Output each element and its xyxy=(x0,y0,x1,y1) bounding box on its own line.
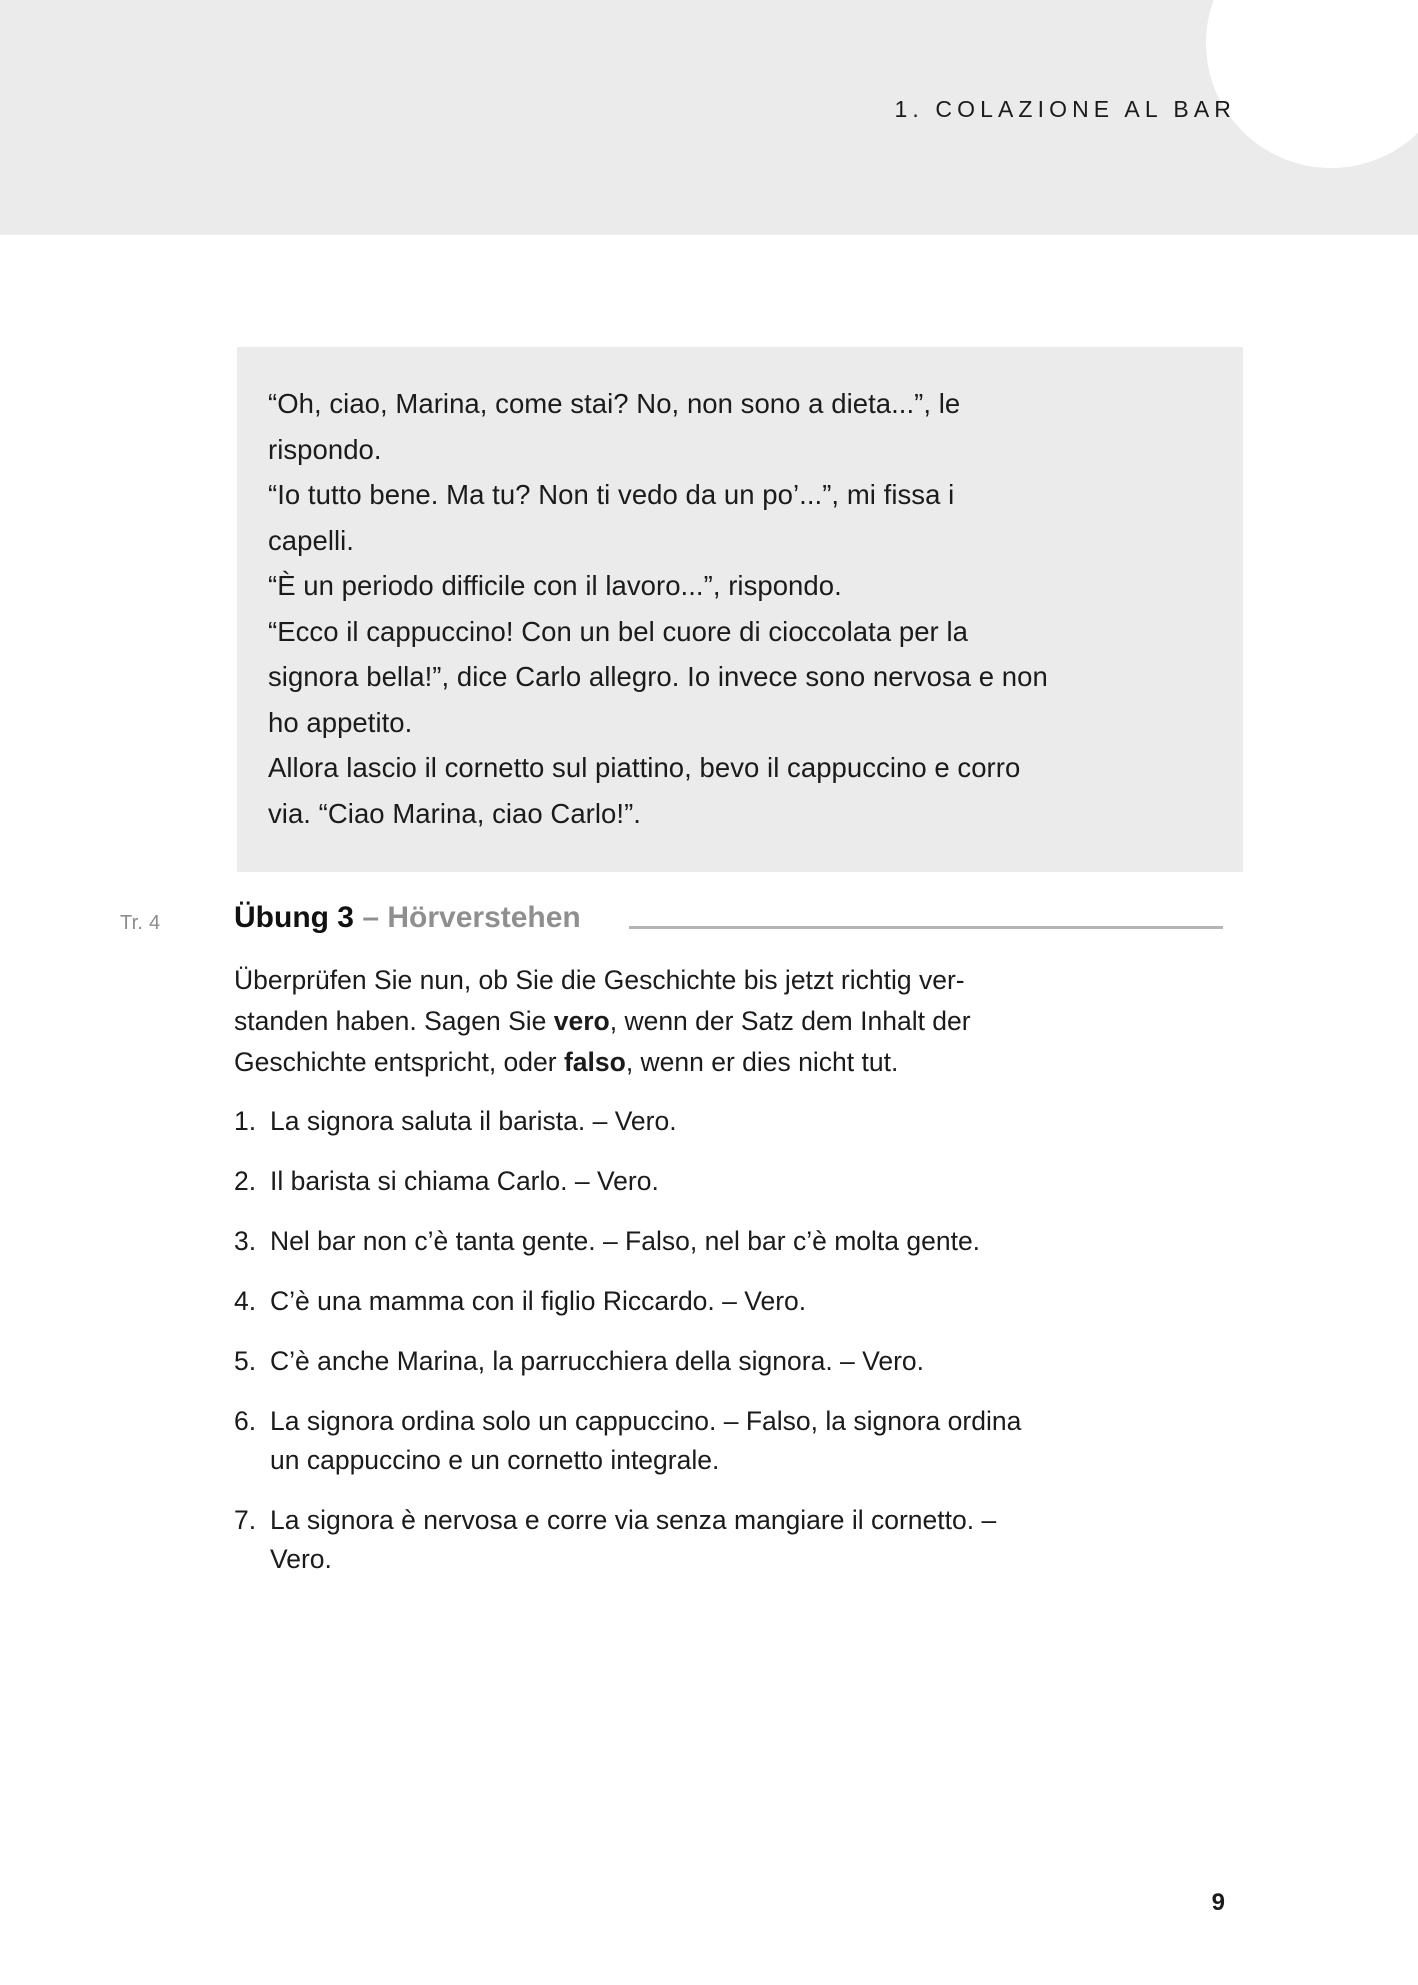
list-item-text: Nel bar non c’è tanta gente. – Falso, nel bar c’è molta gente. xyxy=(270,1226,981,1256)
list-item xyxy=(234,1501,1024,1579)
story-line: “Io tutto bene. Ma tu? Non ti vedo da un po’...”, mi fissa i xyxy=(268,479,955,510)
list-item-text: La signora ordina solo un cappuccino. – Falso, la signora ordina un cappuccino e un cornetto integrale. xyxy=(270,1406,1022,1475)
exercise-title xyxy=(234,901,581,935)
list-item-number: 1. xyxy=(234,1106,257,1136)
list-item-number: 6. xyxy=(234,1406,257,1436)
list-item xyxy=(234,1222,1024,1261)
list-item xyxy=(234,1102,1024,1141)
list-item-text: Il barista si chiama Carlo. – Vero. xyxy=(270,1166,659,1196)
exercise-number-label: Übung 3 xyxy=(234,901,354,934)
story-line: Allora lascio il cornetto sul piattino, bevo il cappuccino e corro xyxy=(268,752,1021,783)
list-item-number: 2. xyxy=(234,1166,257,1196)
page-header-band xyxy=(0,0,1418,235)
story-line: rispondo. xyxy=(268,433,382,465)
list-item-text: La signora saluta il barista. – Vero. xyxy=(270,1106,677,1136)
list-item-text: C’è anche Marina, la parrucchiera della signora. – Vero. xyxy=(270,1346,925,1376)
story-line: “Oh, ciao, Marina, come stai? No, non sono a dieta...”, le xyxy=(268,388,961,419)
page-number: 9 xyxy=(1211,1889,1225,1916)
instruction-keyword-falso: falso xyxy=(563,1047,626,1077)
list-item-number: 4. xyxy=(234,1286,257,1316)
list-item-number: 7. xyxy=(234,1505,257,1535)
list-item xyxy=(234,1342,1024,1381)
instruction-text-part-3: , wenn er dies nicht tut. xyxy=(625,1047,899,1077)
story-text-box xyxy=(237,347,1243,872)
exercise-instruction-paragraph xyxy=(234,960,994,1083)
story-line: “È un periodo difficile con il lavoro...”, rispondo. xyxy=(268,570,842,601)
list-item xyxy=(234,1282,1024,1321)
list-item-number: 3. xyxy=(234,1226,257,1256)
instruction-keyword-vero: vero xyxy=(553,1006,610,1036)
chapter-title: 1. COLAZIONE AL BAR xyxy=(894,96,1236,122)
header-corner-circle-decoration xyxy=(1206,0,1418,168)
instruction-text-part-2: , wenn der Satz dem Inhalt der Geschichte entspricht, oder xyxy=(234,1006,971,1077)
list-item-text: C’è una mamma con il figlio Riccardo. – Vero. xyxy=(270,1286,807,1316)
instruction-text-part-1: Überprüfen Sie nun, ob Sie die Geschichte bis jetzt richtig ver-standen haben. Sagen Sie xyxy=(234,965,965,1036)
exercise-heading-rule xyxy=(629,926,1223,929)
story-line: capelli. xyxy=(268,524,355,556)
list-item-text: La signora è nervosa e corre via senza mangiare il cornetto. – Vero. xyxy=(270,1505,997,1574)
story-line: ho appetito. xyxy=(268,706,413,738)
story-line: via. “Ciao Marina, ciao Carlo!”. xyxy=(268,797,641,829)
story-line: signora bella!”, dice Carlo allegro. Io invece sono nervosa e non xyxy=(268,661,1048,692)
exercise-heading-row xyxy=(0,901,1418,949)
list-item xyxy=(234,1162,1024,1201)
list-item-number: 5. xyxy=(234,1346,257,1376)
question-list xyxy=(234,1102,1024,1600)
exercise-subtitle-label: – Hörverstehen xyxy=(354,901,581,934)
list-item xyxy=(234,1402,1024,1480)
audio-track-marker: Tr. 4 xyxy=(120,912,161,934)
story-line: “Ecco il cappuccino! Con un bel cuore di cioccolata per la xyxy=(268,615,968,647)
